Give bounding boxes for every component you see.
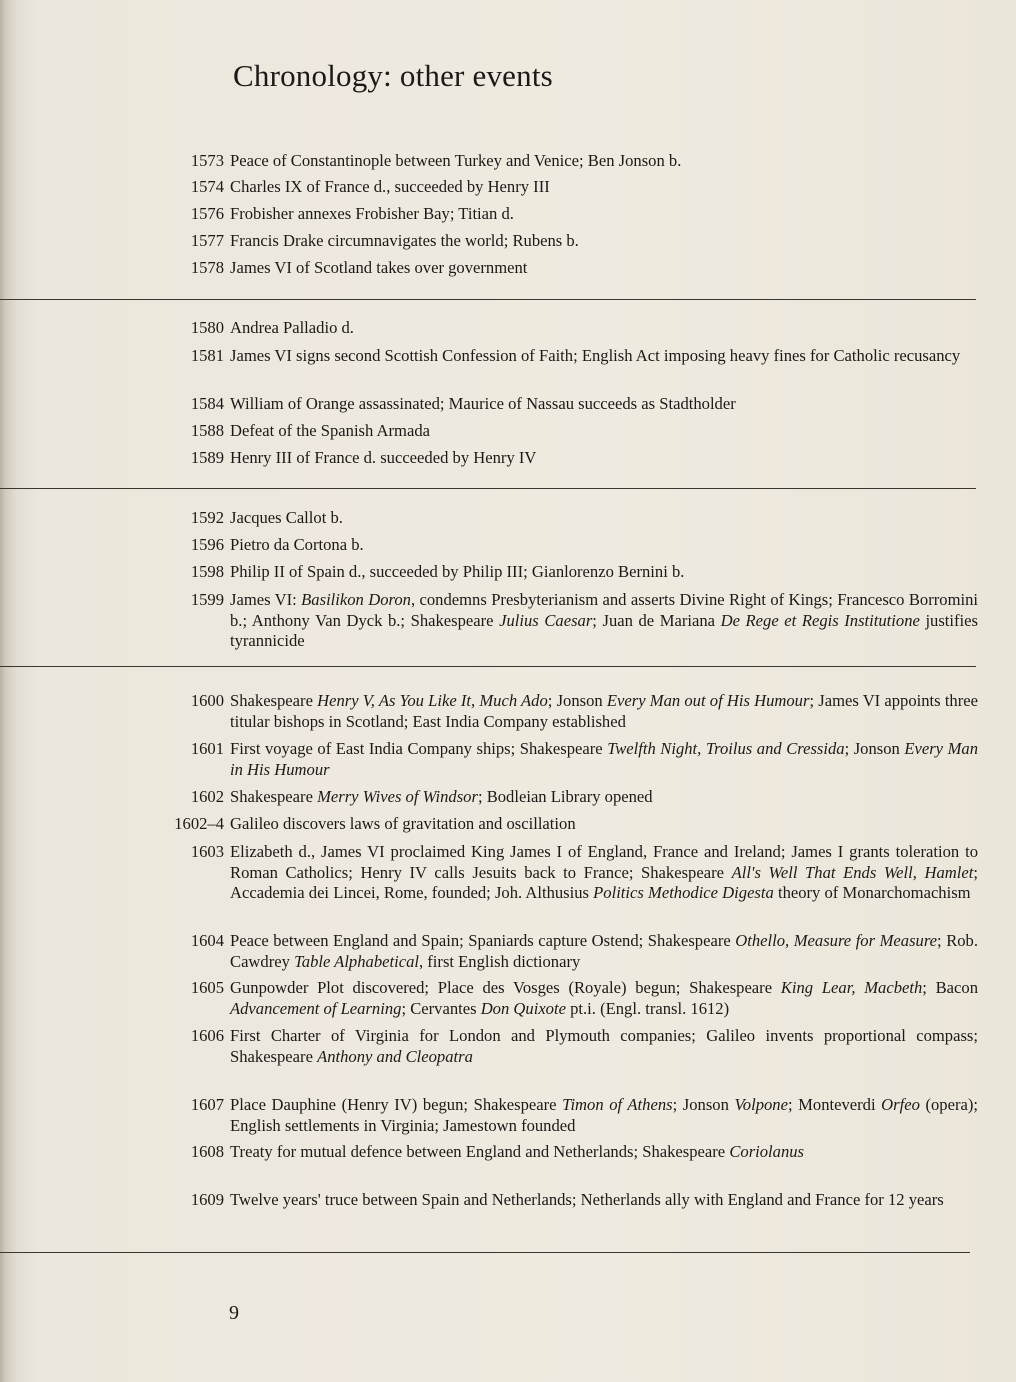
- entry-year: 1599: [190, 590, 224, 609]
- entry-event: Defeat of the Spanish Armada: [230, 421, 430, 440]
- entry-event: Peace between England and Spain; Spaniards capture Ostend; Shakespeare Othello, Measure for Measure; Rob. Cawdrey Table Alphabetical, first English dictionary: [230, 931, 979, 971]
- section-divider: [0, 488, 976, 489]
- entry-year: 1573: [190, 151, 224, 170]
- entry-event: Shakespeare Henry V, As You Like It, Much Ado; Jonson Every Man out of His Humour; James VI appoints three titular bishops in Scotland; East India Company established: [230, 691, 978, 731]
- section-divider: [0, 1252, 970, 1253]
- entry-year: 1606: [190, 1026, 224, 1045]
- entry-year: 1580: [190, 318, 224, 337]
- entry-event: Jacques Callot b.: [230, 508, 343, 527]
- entry-year: 1596: [190, 535, 224, 554]
- page-title: Chronology: other events: [233, 58, 553, 93]
- section-divider: [0, 299, 976, 300]
- entry-year: 1584: [190, 394, 224, 413]
- entry-year: 1589: [190, 448, 224, 467]
- entry-year: 1608: [190, 1142, 224, 1161]
- entry-event: Elizabeth d., James VI proclaimed King James I of England, France and Ireland; James I grants toleration to Roman Catholics; Henry IV calls Jesuits back to France; Shakespeare All's Well That Ends Well, Hamlet; Accademia dei Lincei, Rome, founded; Joh. Althusius Politics Methodice Digesta theory of Monarchomachism: [230, 842, 978, 902]
- entry-event: James VI: Basilikon Doron, condemns Presbyterianism and asserts Divine Right of Kings; Francesco Borromini b.; Anthony Van Dyck b.; Shakespeare Julius Caesar; Juan de Mariana De Rege et Regis Institutione justifies tyrannicide: [230, 590, 979, 650]
- page-number: 9: [229, 1302, 239, 1324]
- entry-year: 1605: [190, 978, 224, 997]
- entry-event: Francis Drake circumnavigates the world; Rubens b.: [230, 231, 579, 250]
- entry-event: James VI of Scotland takes over government: [230, 258, 528, 277]
- entry-year: 1574: [190, 177, 224, 196]
- section-divider: [0, 666, 976, 667]
- entry-event: First Charter of Virginia for London and Plymouth companies; Galileo invents proportional compass; Shakespeare Anthony and Cleopatra: [230, 1026, 978, 1066]
- entry-year: 1592: [190, 508, 224, 527]
- entry-event: Charles IX of France d., succeeded by Henry III: [230, 177, 550, 196]
- entry-year: 1577: [190, 231, 224, 250]
- entry-event: Peace of Constantinople between Turkey and Venice; Ben Jonson b.: [230, 151, 682, 170]
- entry-event: Andrea Palladio d.: [230, 318, 354, 337]
- entry-year: 1576: [190, 204, 224, 223]
- entry-year: 1588: [190, 421, 224, 440]
- entry-event: Pietro da Cortona b.: [230, 535, 364, 554]
- entry-year: 1609: [190, 1190, 224, 1209]
- entry-year: 1602: [190, 787, 224, 806]
- entry-year: 1601: [190, 739, 224, 758]
- entry-event: Twelve years' truce between Spain and Netherlands; Netherlands ally with England and France for 12 years: [230, 1190, 944, 1209]
- entry-year: 1603: [190, 842, 224, 861]
- entry-year: 1598: [190, 562, 224, 581]
- entry-event: Galileo discovers laws of gravitation and oscillation: [230, 814, 576, 833]
- entry-event: Gunpowder Plot discovered; Place des Vosges (Royale) begun; Shakespeare King Lear, Macbeth; Bacon Advancement of Learning; Cervantes Don Quixote pt.i. (Engl. transl. 1612): [230, 978, 979, 1018]
- entry-event: James VI signs second Scottish Confession of Faith; English Act imposing heavy fines for Catholic recusancy: [230, 346, 961, 365]
- entry-year: 1602–4: [174, 814, 224, 833]
- entry-event: Treaty for mutual defence between England and Netherlands; Shakespeare Coriolanus: [230, 1142, 805, 1161]
- entry-event: First voyage of East India Company ships; Shakespeare Twelfth Night, Troilus and Cressida; Jonson Every Man in His Humour: [230, 739, 978, 779]
- entry-event: Place Dauphine (Henry IV) begun; Shakespeare Timon of Athens; Jonson Volpone; Monteverdi Orfeo (opera); English settlements in Virginia; Jamestown founded: [230, 1095, 978, 1135]
- entry-event: William of Orange assassinated; Maurice of Nassau succeeds as Stadtholder: [230, 394, 736, 413]
- entry-event: Frobisher annexes Frobisher Bay; Titian d.: [230, 204, 514, 223]
- entry-year: 1607: [190, 1095, 224, 1114]
- entry-year: 1581: [190, 346, 224, 365]
- entry-year: 1600: [190, 691, 224, 710]
- entry-event: Philip II of Spain d., succeeded by Philip III; Gianlorenzo Bernini b.: [230, 562, 685, 581]
- entry-event: Henry III of France d. succeeded by Henry IV: [230, 448, 537, 467]
- entry-year: 1604: [190, 931, 224, 950]
- entry-year: 1578: [190, 258, 224, 277]
- entry-event: Shakespeare Merry Wives of Windsor; Bodleian Library opened: [230, 787, 653, 806]
